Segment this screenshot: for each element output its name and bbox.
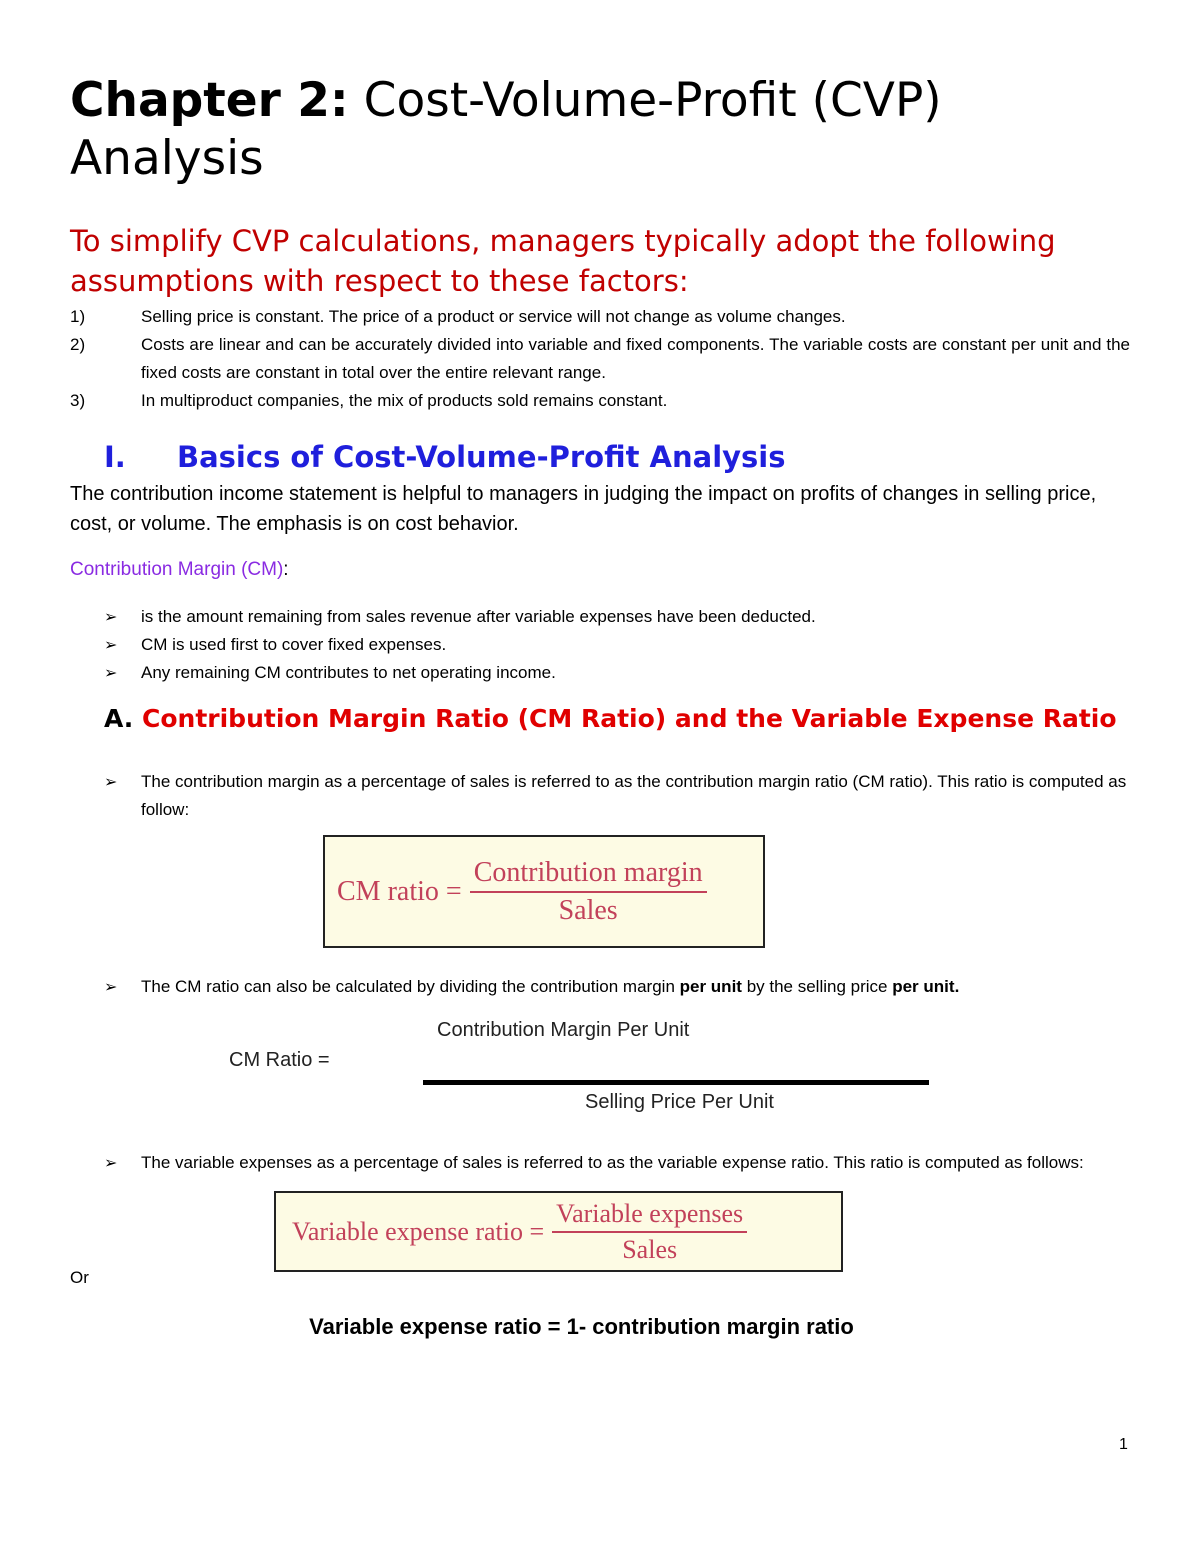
- assumptions-list: [70, 303, 1130, 415]
- formula-denominator: Sales: [622, 1234, 678, 1264]
- list-item: [70, 303, 1130, 331]
- formula-lhs: Variable expense ratio =: [292, 1216, 545, 1246]
- list-item: [70, 331, 1130, 387]
- list-item: [104, 768, 1134, 824]
- formula2-numerator: Contribution Margin Per Unit: [437, 1019, 690, 1041]
- list-item: [104, 659, 1134, 687]
- formula-numerator: Variable expenses: [552, 1199, 747, 1233]
- cm-label-colon: :: [283, 559, 289, 580]
- list-item: [104, 1149, 1134, 1177]
- arrow-bullet-icon: ➢: [104, 772, 118, 791]
- page-number: 1: [1119, 1436, 1128, 1453]
- cm-ratio-bullet: [104, 768, 1134, 824]
- bullet-text-part: by the selling price: [741, 977, 893, 996]
- formula-denominator: Sales: [558, 894, 618, 926]
- subsection-letter: A.: [104, 704, 134, 733]
- arrow-bullet-icon: ➢: [104, 663, 118, 682]
- title-chapter: Chapter 2:: [70, 73, 349, 128]
- bullet-text: The variable expenses as a percentage of sales is referred to as the variable expense ratio. This ratio is computed as follows:: [141, 1153, 1084, 1172]
- section-number: I.: [104, 440, 126, 474]
- formula2-denominator: Selling Price Per Unit: [585, 1091, 774, 1113]
- variable-expense-formula: [274, 1191, 843, 1272]
- final-formula: Variable expense ratio = 1- contribution margin ratio: [309, 1314, 854, 1339]
- subsection-heading: [104, 703, 1144, 734]
- list-item: [104, 603, 1134, 631]
- cm-bullet-list: [104, 603, 1134, 687]
- section-title: Basics of Cost-Volume-Profit Analysis: [177, 440, 786, 474]
- cm-label: [70, 556, 289, 584]
- bullet-text-part: .: [954, 977, 960, 996]
- list-item: [70, 387, 1130, 415]
- formula2-lhs: CM Ratio =: [229, 1049, 330, 1071]
- formula-fraction: [552, 1199, 747, 1265]
- bullet-text-bold: per unit: [679, 977, 742, 996]
- bullet-text: is the amount remaining from sales revenue after variable expenses have been deducted.: [141, 607, 816, 626]
- formula-lhs: CM ratio =: [337, 875, 462, 907]
- list-item: [104, 631, 1134, 659]
- bullet-text-bold: per unit: [892, 977, 955, 996]
- arrow-bullet-icon: ➢: [104, 1153, 118, 1172]
- list-item-number: 2): [70, 335, 86, 354]
- assumptions-intro: To simplify CVP calculations, managers typically adopt the following assumptions with respect to these factors:: [70, 224, 1056, 298]
- formula-fraction: [470, 857, 707, 927]
- section-intro: The contribution income statement is helpful to managers in judging the impact on profits of changes in selling price, cost, or volume. The emphasis is on cost behavior.: [70, 483, 1097, 535]
- variable-expense-bullet: [104, 1149, 1134, 1177]
- list-item-text: In multiproduct companies, the mix of products sold remains constant.: [141, 391, 668, 410]
- list-item-text: Costs are linear and can be accurately divided into variable and fixed components. The variable costs are constant per unit and the fixed costs are constant in total over the entire relevant range.: [141, 335, 1130, 382]
- arrow-bullet-icon: ➢: [104, 635, 118, 654]
- or-label: Or: [70, 1268, 89, 1287]
- subsection-title: Contribution Margin Ratio (CM Ratio) and the Variable Expense Ratio: [142, 704, 1117, 733]
- cm-per-unit-bullet: [104, 973, 1134, 1001]
- title-text: Cost-Volume-Profit (CVP) Analysis: [70, 73, 942, 186]
- bullet-text: CM is used first to cover fixed expenses.: [141, 635, 447, 654]
- list-item-text: Selling price is constant. The price of a product or service will not change as volume changes.: [141, 307, 846, 326]
- page-title: [70, 72, 1150, 188]
- fraction-bar: [423, 1080, 929, 1085]
- list-item-number: 3): [70, 391, 86, 410]
- cm-label-text: Contribution Margin (CM): [70, 559, 284, 580]
- bullet-text: Any remaining CM contributes to net operating income.: [141, 663, 556, 682]
- bullet-text-part: The CM ratio can also be calculated by dividing the contribution margin: [141, 977, 680, 996]
- bullet-text: [141, 973, 1134, 1001]
- cm-ratio-formula: [323, 835, 765, 948]
- bullet-text: The contribution margin as a percentage of sales is referred to as the contribution margin ratio (CM ratio). This ratio is computed as follow:: [141, 772, 1127, 819]
- formula-numerator: Contribution margin: [470, 857, 707, 893]
- arrow-bullet-icon: ➢: [104, 607, 118, 626]
- list-item: [104, 973, 1134, 1001]
- section-heading: [104, 438, 786, 476]
- list-item-number: 1): [70, 307, 86, 326]
- arrow-bullet-icon: ➢: [104, 977, 118, 996]
